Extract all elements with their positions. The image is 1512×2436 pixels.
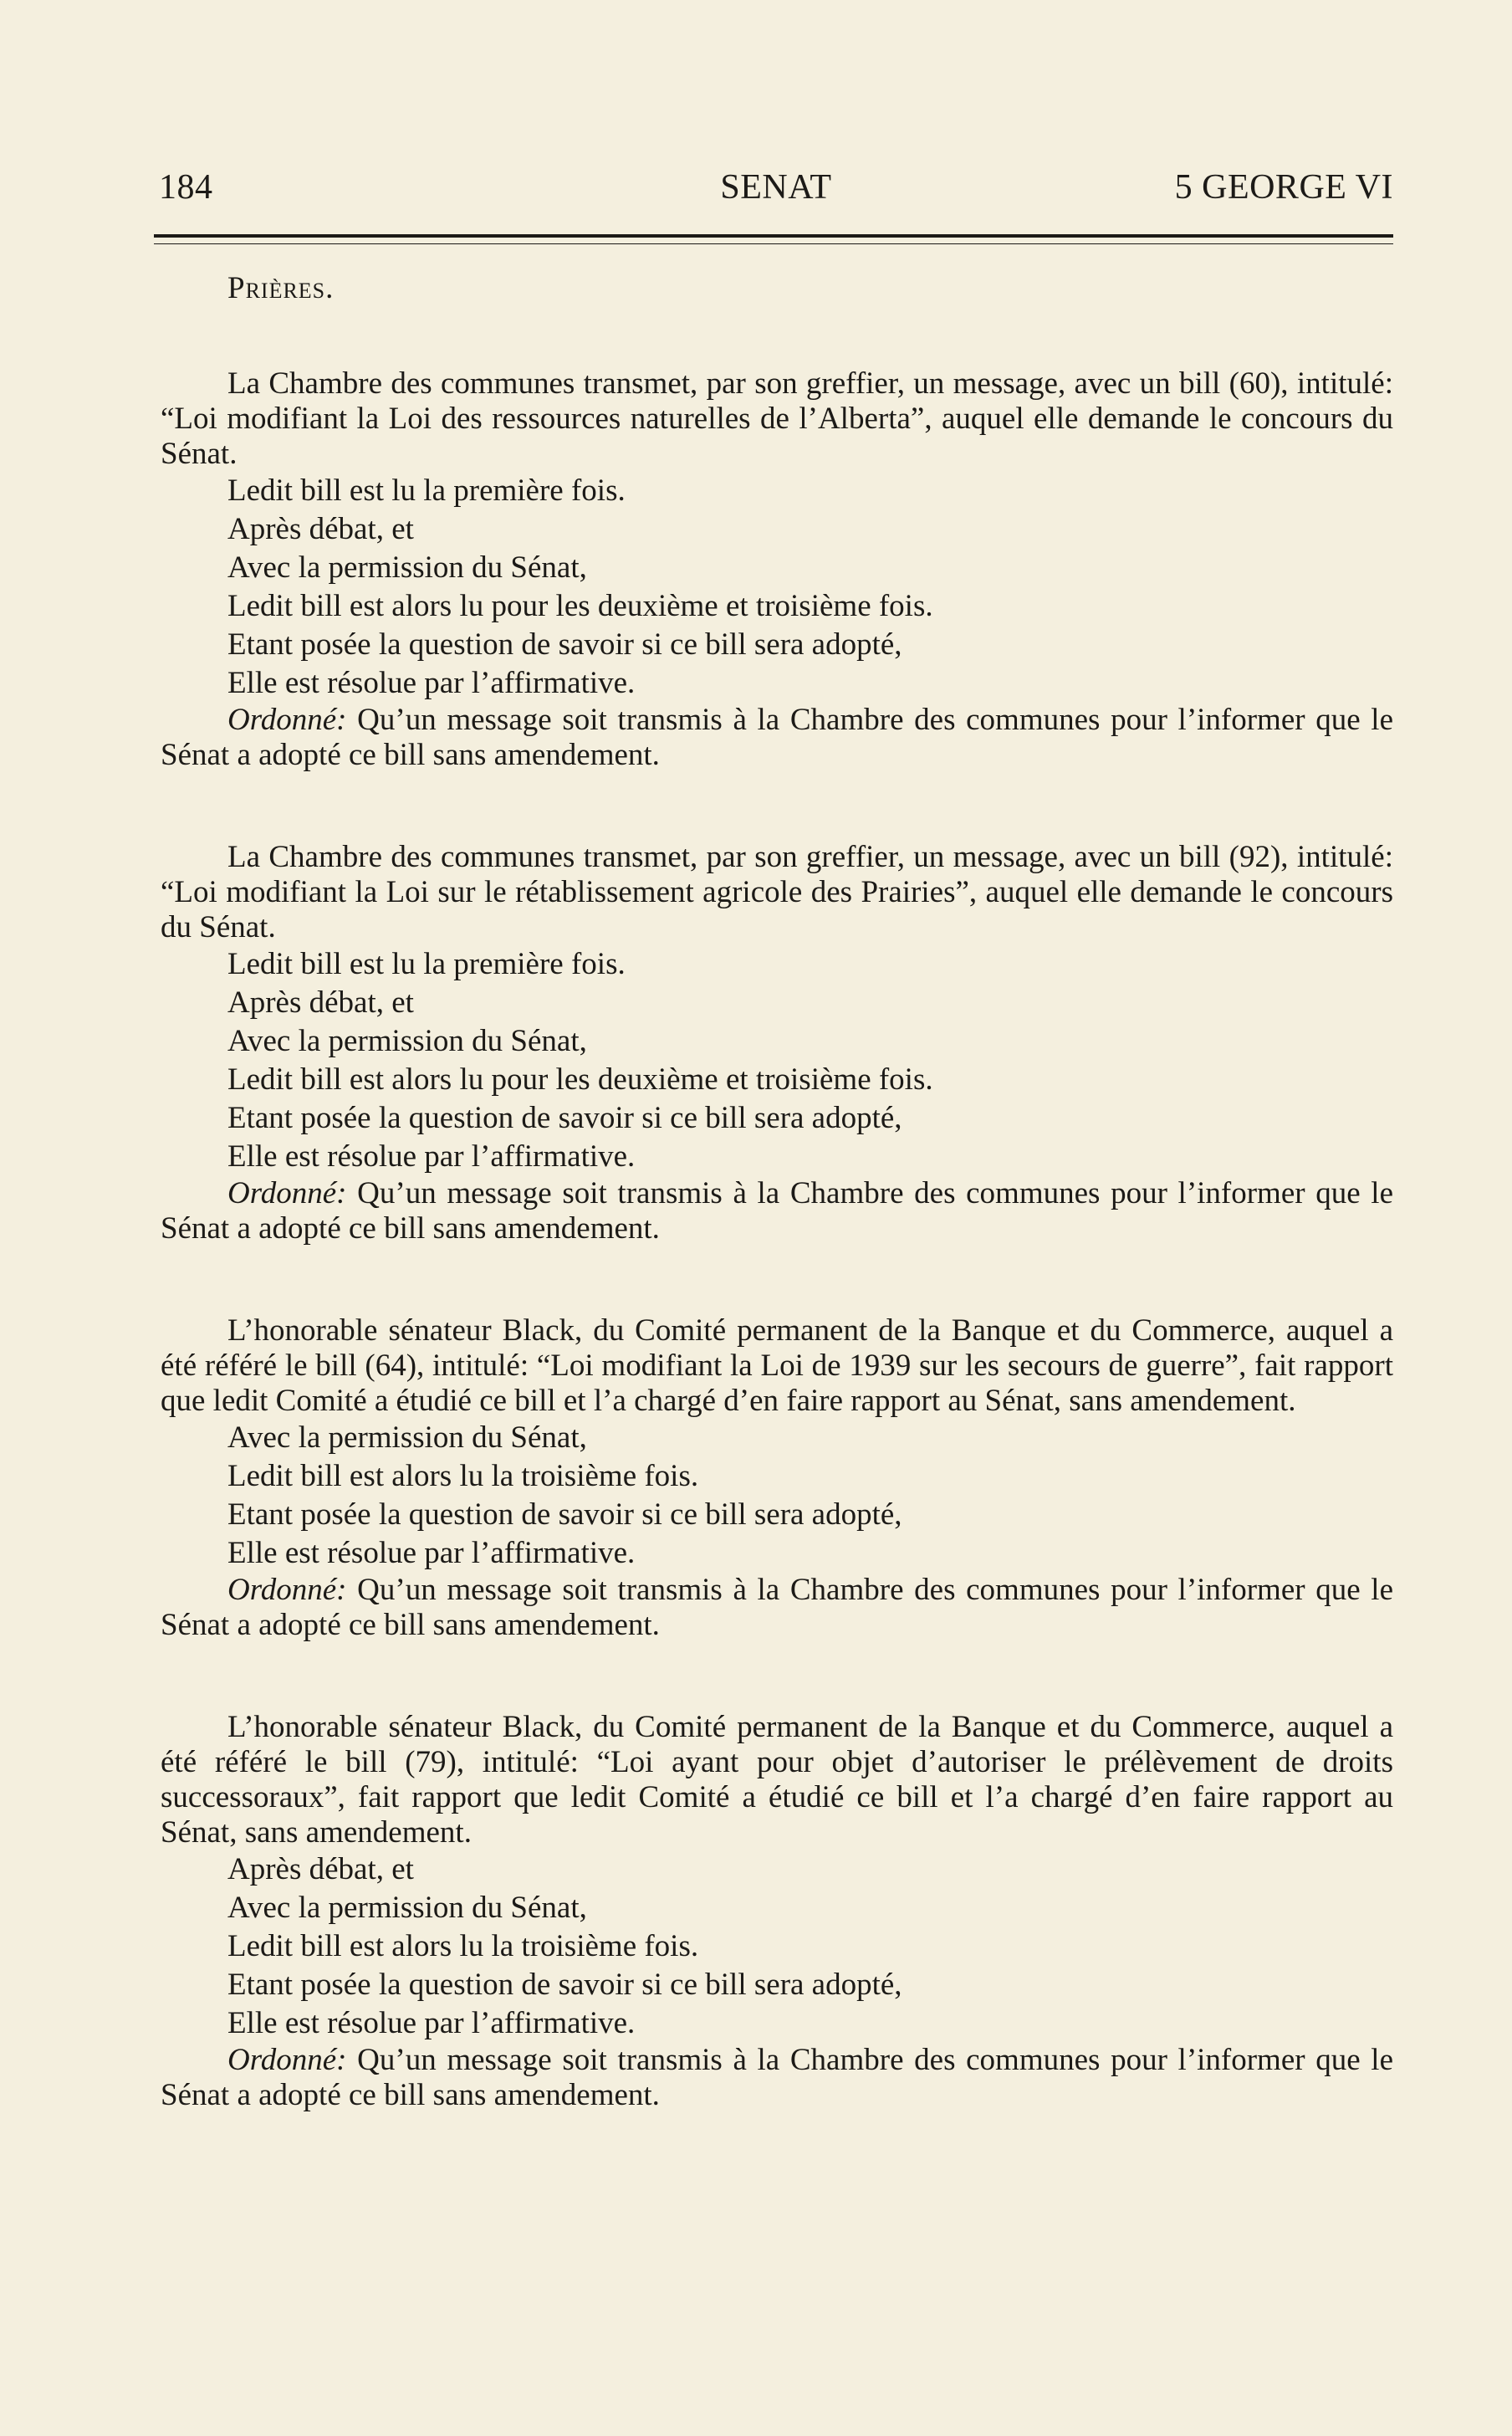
order-label: Ordonné: xyxy=(227,1176,347,1210)
entry-line: Ledit bill est lu la première fois. xyxy=(227,473,626,508)
header-rule-divider xyxy=(154,234,1393,244)
entry-line: Ledit bill est alors lu la troisième fois. xyxy=(227,1929,699,1963)
entry-line: Avec la permission du Sénat, xyxy=(227,1891,587,1925)
order-text: Qu’un message soit transmis à la Chambre des communes pour l’informer que le Sénat a adopté ce bill sans amendement. xyxy=(161,1573,1393,1642)
order-text: Qu’un message soit transmis à la Chambre des communes pour l’informer que le Sénat a adopté ce bill sans amendement. xyxy=(161,703,1393,772)
entry-order xyxy=(161,1176,1393,1246)
order-text: Qu’un message soit transmis à la Chambre des communes pour l’informer que le Sénat a adopté ce bill sans amendement. xyxy=(161,2043,1393,2112)
entry-line: Etant posée la question de savoir si ce bill sera adopté, xyxy=(227,1968,902,2002)
journal-entry xyxy=(161,1710,1393,2113)
entry-line: Ledit bill est alors lu pour les deuxième et troisième fois. xyxy=(227,1062,933,1097)
header-title: SENAT xyxy=(720,168,832,207)
entry-line: Après débat, et xyxy=(227,512,414,546)
entry-line: Avec la permission du Sénat, xyxy=(227,550,587,585)
entry-line: Etant posée la question de savoir si ce bill sera adopté, xyxy=(227,1497,902,1532)
entry-intro: La Chambre des communes transmet, par son greffier, un message, avec un bill (92), intitulé: “Loi modifiant la Loi sur le rétablissement agricole des Prairies”, auquel elle demande le concours du Sénat. xyxy=(161,840,1393,944)
entry-line: Avec la permission du Sénat, xyxy=(227,1420,587,1455)
order-text: Qu’un message soit transmis à la Chambre des communes pour l’informer que le Sénat a adopté ce bill sans amendement. xyxy=(161,1176,1393,1246)
entry-line: Elle est résolue par l’affirmative. xyxy=(227,2006,636,2040)
entry-intro: L’honorable sénateur Black, du Comité permanent de la Banque et du Commerce, auquel a été référé le bill (64), intitulé: “Loi modifiant la Loi de 1939 sur les secours de guerre”, fait rapport que ledit Comité a étudié ce bill et l’a chargé d’en faire rapport au Sénat, sans amendement. xyxy=(161,1313,1393,1418)
entry-line: Ledit bill est alors lu la troisième fois. xyxy=(227,1459,699,1493)
page-number: 184 xyxy=(159,168,213,207)
entry-line: Etant posée la question de savoir si ce bill sera adopté, xyxy=(227,627,902,662)
order-label: Ordonné: xyxy=(227,703,347,737)
entry-order xyxy=(161,2043,1393,2113)
entry-line: Elle est résolue par l’affirmative. xyxy=(227,1536,636,1570)
entry-intro: La Chambre des communes transmet, par son greffier, un message, avec un bill (60), intitulé: “Loi modifiant la Loi des ressources naturelles de l’Alberta”, auquel elle demande le concours du Sénat. xyxy=(161,366,1393,471)
entry-line: Elle est résolue par l’affirmative. xyxy=(227,666,636,700)
entry-line: Ledit bill est lu la première fois. xyxy=(227,947,626,981)
entry-line: Etant posée la question de savoir si ce bill sera adopté, xyxy=(227,1101,902,1135)
running-header xyxy=(159,167,1393,218)
entry-intro: L’honorable sénateur Black, du Comité permanent de la Banque et du Commerce, auquel a été référé le bill (79), intitulé: “Loi ayant pour objet d’autoriser le prélèvement de droits successoraux”, fait rapport que ledit Comité a étudié ce bill et l’a chargé d’en faire rapport au Sénat, sans amendement. xyxy=(161,1710,1393,1850)
journal-entry xyxy=(161,840,1393,1246)
order-label: Ordonné: xyxy=(227,1573,347,1607)
entry-line: Elle est résolue par l’affirmative. xyxy=(227,1139,636,1174)
journal-entry xyxy=(161,366,1393,773)
entry-line: Avec la permission du Sénat, xyxy=(227,1024,587,1058)
entry-line: Ledit bill est alors lu pour les deuxième et troisième fois. xyxy=(227,589,933,623)
journal-entry xyxy=(161,1313,1393,1643)
order-label: Ordonné: xyxy=(227,2043,347,2077)
section-heading: Prières. xyxy=(227,271,335,305)
page-body xyxy=(161,269,1393,2113)
entry-line: Après débat, et xyxy=(227,1852,414,1886)
entry-order xyxy=(161,703,1393,773)
entry-order xyxy=(161,1573,1393,1643)
entry-line: Après débat, et xyxy=(227,985,414,1020)
header-session: 5 GEORGE VI xyxy=(1174,168,1393,207)
